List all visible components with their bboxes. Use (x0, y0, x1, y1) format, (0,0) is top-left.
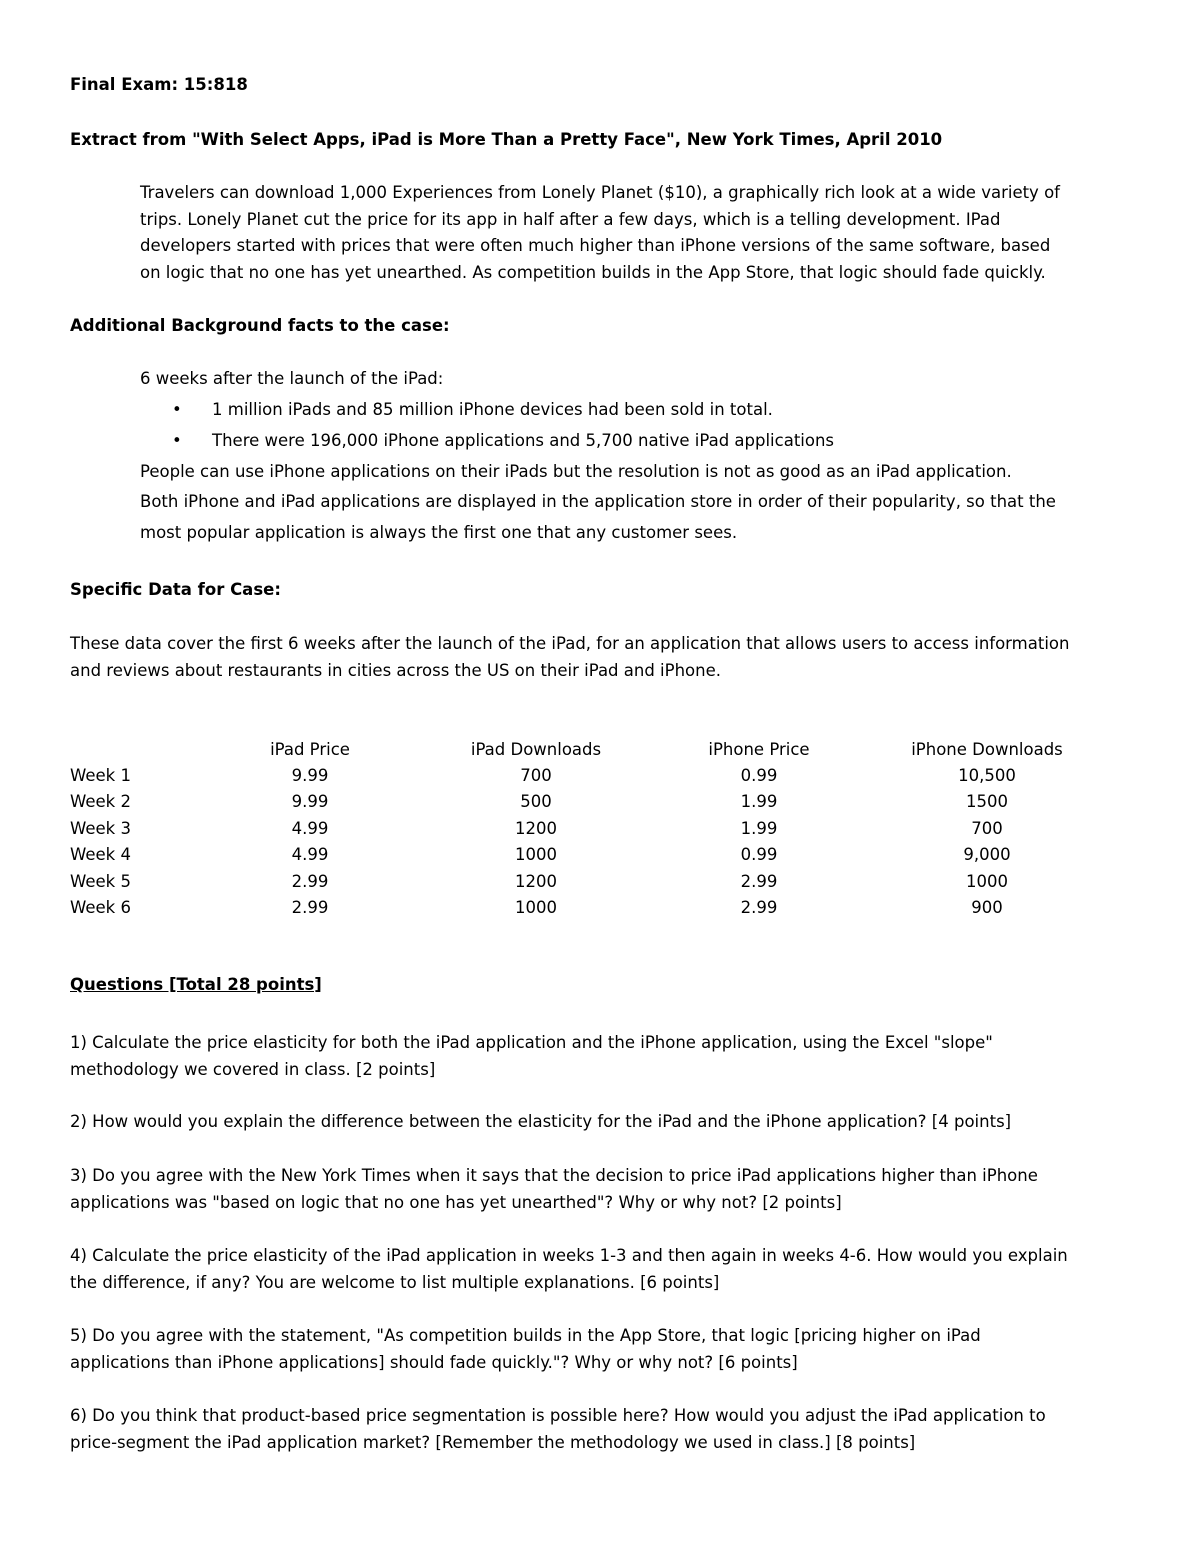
cell-iphone-downloads: 1500 (966, 792, 1008, 812)
question-6 (70, 1403, 1046, 1456)
extract-line: trips. Lonely Planet cut the price for its app in half after a few days, which is a telling development. IPad (140, 209, 1001, 229)
cell-ipad-downloads: 700 (520, 766, 552, 786)
bullet-text: There were 196,000 iPhone applications and 5,700 native iPad applications (212, 431, 835, 450)
cell-week: Week 3 (70, 818, 131, 838)
table-row (70, 894, 1128, 920)
table-row (70, 868, 1128, 894)
cell-iphone-downloads: 700 (971, 818, 1003, 838)
question-4 (70, 1243, 1068, 1296)
background-para-1: People can use iPhone applications on their iPads but the resolution is not as good as an iPad application. (140, 462, 1012, 481)
question-5 (70, 1323, 981, 1376)
specific-paragraph (70, 631, 1069, 684)
question-line: 4) Calculate the price elasticity of the iPad application in weeks 1-3 and then again in weeks 4-6. How would you explain (70, 1246, 1068, 1265)
question-line: the difference, if any? You are welcome to list multiple explanations. [6 points] (70, 1272, 720, 1292)
table-row (70, 815, 1128, 841)
cell-iphone-price: 2.99 (740, 898, 778, 918)
specific-line: These data cover the first 6 weeks after the launch of the iPad, for an application that allows users to access information (70, 634, 1070, 653)
extract-line: on logic that no one has yet unearthed. As competition builds in the App Store, that logic should fade quickly. (140, 262, 1046, 282)
exam-title: Final Exam: 15:818 (70, 75, 248, 94)
question-line: 2) How would you explain the difference between the elasticity for the iPad and the iPhone application? [4 points] (70, 1112, 1012, 1131)
question-line: 1) Calculate the price elasticity for both the iPad application and the iPhone application, using the Excel "slope" (70, 1033, 993, 1052)
question-line: 5) Do you agree with the statement, "As competition builds in the App Store, that logic [pricing higher on iPad (70, 1326, 981, 1345)
extract-paragraph (140, 180, 1060, 286)
extract-line: developers started with prices that were often much higher than iPhone versions of the same software, based (140, 236, 1051, 255)
cell-ipad-downloads: 1200 (515, 818, 557, 838)
cell-week: Week 5 (70, 871, 131, 891)
bullet-dot-icon: • (172, 400, 182, 419)
cell-iphone-price: 1.99 (740, 818, 778, 838)
cell-ipad-price: 2.99 (291, 871, 329, 891)
cell-ipad-price: 4.99 (291, 818, 329, 838)
background-para-2-line: Both iPhone and iPad applications are displayed in the application store in order of their popularity, so that the (140, 492, 1056, 511)
question-line: applications than iPhone applications] should fade quickly."? Why or why not? [6 points] (70, 1352, 798, 1372)
cell-iphone-downloads: 9,000 (963, 845, 1011, 865)
cell-ipad-price: 9.99 (291, 792, 329, 812)
cell-ipad-price: 9.99 (291, 766, 329, 786)
cell-iphone-price: 2.99 (740, 871, 778, 891)
question-line: methodology we covered in class. [2 points] (70, 1059, 436, 1079)
cell-iphone-price: 0.99 (740, 845, 778, 865)
cell-week: Week 1 (70, 766, 131, 786)
cell-ipad-downloads: 1200 (515, 871, 557, 891)
extract-heading: Extract from "With Select Apps, iPad is More Than a Pretty Face", New York Times, April 2010 (70, 130, 943, 149)
question-3 (70, 1163, 1038, 1216)
extract-line: Travelers can download 1,000 Experiences from Lonely Planet ($10), a graphically rich look at a wide variety of (140, 183, 1060, 202)
specific-heading: Specific Data for Case: (70, 580, 281, 599)
cell-ipad-downloads: 500 (520, 792, 552, 812)
background-para-2-line: most popular application is always the first one that any customer sees. (140, 523, 738, 542)
cell-iphone-downloads: 10,500 (958, 766, 1016, 786)
question-line: 6) Do you think that product-based price segmentation is possible here? How would you adjust the iPad application to (70, 1406, 1046, 1425)
table-header-row (70, 736, 1128, 762)
header-ipad-downloads: iPad Downloads (470, 739, 602, 759)
table-row (70, 762, 1128, 788)
header-iphone-price: iPhone Price (708, 739, 810, 759)
header-week (70, 736, 220, 762)
cell-ipad-price: 2.99 (291, 898, 329, 918)
table-row (70, 842, 1128, 868)
cell-week: Week 4 (70, 845, 131, 865)
header-ipad-price: iPad Price (270, 739, 350, 759)
table-row (70, 789, 1128, 815)
weekly-data-table (70, 736, 1128, 921)
cell-week: Week 6 (70, 898, 131, 918)
question-2 (70, 1109, 1011, 1136)
background-heading: Additional Background facts to the case: (70, 316, 450, 335)
cell-iphone-price: 1.99 (740, 792, 778, 812)
cell-iphone-price: 0.99 (740, 766, 778, 786)
specific-line: and reviews about restaurants in cities across the US on their iPad and iPhone. (70, 660, 722, 680)
cell-iphone-downloads: 900 (971, 898, 1003, 918)
question-1 (70, 1030, 993, 1083)
header-iphone-downloads: iPhone Downloads (911, 739, 1063, 759)
question-line: price-segment the iPad application market? [Remember the methodology we used in class.] [8 points] (70, 1432, 916, 1452)
bullet-text: 1 million iPads and 85 million iPhone devices had been sold in total. (212, 400, 773, 419)
question-line: applications was "based on logic that no one has yet unearthed"? Why or why not? [2 points] (70, 1192, 842, 1212)
cell-ipad-price: 4.99 (291, 845, 329, 865)
questions-heading: Questions [Total 28 points] (70, 975, 322, 994)
cell-ipad-downloads: 1000 (515, 898, 557, 918)
cell-ipad-downloads: 1000 (515, 845, 557, 865)
question-line: 3) Do you agree with the New York Times when it says that the decision to price iPad applications higher than iPhone (70, 1166, 1038, 1185)
background-intro: 6 weeks after the launch of the iPad: (140, 369, 444, 388)
bullet-dot-icon: • (172, 431, 182, 450)
cell-iphone-downloads: 1000 (966, 871, 1008, 891)
cell-week: Week 2 (70, 792, 131, 812)
